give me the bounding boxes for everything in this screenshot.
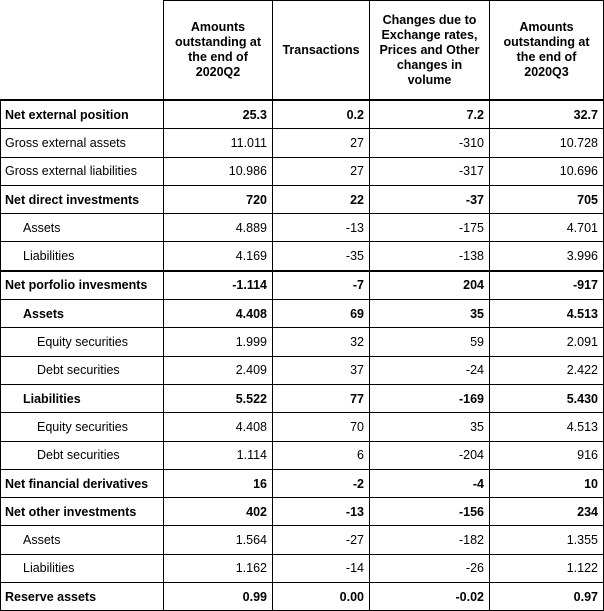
cell-other-changes: 35 (370, 300, 490, 328)
table-row (1, 413, 604, 441)
cell-other-changes: -37 (370, 185, 490, 213)
row-label: Assets (1, 526, 164, 554)
cell-transactions: -2 (273, 469, 370, 497)
cell-transactions: 32 (273, 328, 370, 356)
cell-other-changes: 7.2 (370, 100, 490, 129)
row-label: Liabilities (1, 384, 164, 412)
cell-transactions: 70 (273, 413, 370, 441)
row-label: Equity securities (1, 413, 164, 441)
cell-q3: 32.7 (490, 100, 604, 129)
table-row (1, 384, 604, 412)
cell-other-changes: 204 (370, 271, 490, 300)
cell-other-changes: 35 (370, 413, 490, 441)
cell-other-changes: -26 (370, 554, 490, 582)
row-label: Debt securities (1, 441, 164, 469)
table-row (1, 242, 604, 271)
cell-transactions: 22 (273, 185, 370, 213)
cell-other-changes: -138 (370, 242, 490, 271)
cell-q3: 4.701 (490, 214, 604, 242)
cell-other-changes: -24 (370, 356, 490, 384)
cell-q2: 5.522 (164, 384, 273, 412)
table-row (1, 583, 604, 611)
row-label: Debt securities (1, 356, 164, 384)
cell-q2: 720 (164, 185, 273, 213)
table-row (1, 300, 604, 328)
cell-q3: 234 (490, 498, 604, 526)
row-label: Assets (1, 214, 164, 242)
cell-q3: 1.122 (490, 554, 604, 582)
cell-q2: 11.011 (164, 129, 273, 157)
table-row (1, 526, 604, 554)
row-label: Liabilities (1, 554, 164, 582)
cell-q3: 3.996 (490, 242, 604, 271)
cell-other-changes: -204 (370, 441, 490, 469)
cell-transactions: -7 (273, 271, 370, 300)
cell-other-changes: -317 (370, 157, 490, 185)
table-row (1, 157, 604, 185)
cell-other-changes: 59 (370, 328, 490, 356)
table-row (1, 328, 604, 356)
row-label: Gross external liabilities (1, 157, 164, 185)
cell-q3: 705 (490, 185, 604, 213)
cell-transactions: 77 (273, 384, 370, 412)
row-label: Reserve assets (1, 583, 164, 611)
cell-q3: 10.696 (490, 157, 604, 185)
cell-q3: 1.355 (490, 526, 604, 554)
cell-q2: 16 (164, 469, 273, 497)
table-row (1, 498, 604, 526)
cell-transactions: -27 (273, 526, 370, 554)
header-transactions: Transactions (273, 1, 370, 101)
header-blank (1, 1, 164, 101)
cell-q2: 4.408 (164, 413, 273, 441)
cell-transactions: -14 (273, 554, 370, 582)
table-row (1, 271, 604, 300)
cell-q2: 0.99 (164, 583, 273, 611)
cell-q3: -917 (490, 271, 604, 300)
cell-transactions: 27 (273, 129, 370, 157)
cell-other-changes: -182 (370, 526, 490, 554)
row-label: Net direct investments (1, 185, 164, 213)
cell-q3: 5.430 (490, 384, 604, 412)
row-label: Net financial derivatives (1, 469, 164, 497)
table-row (1, 554, 604, 582)
row-label: Net external position (1, 100, 164, 129)
cell-transactions: 69 (273, 300, 370, 328)
cell-q2: 1.564 (164, 526, 273, 554)
table-row (1, 214, 604, 242)
row-label: Liabilities (1, 242, 164, 271)
table-row (1, 129, 604, 157)
cell-q2: 1.114 (164, 441, 273, 469)
header-outstanding-q2: Amounts outstanding at the end of 2020Q2 (164, 1, 273, 101)
cell-q2: 4.169 (164, 242, 273, 271)
cell-transactions: 27 (273, 157, 370, 185)
cell-q2: -1.114 (164, 271, 273, 300)
cell-q3: 916 (490, 441, 604, 469)
table-row (1, 441, 604, 469)
cell-transactions: -35 (273, 242, 370, 271)
cell-transactions: 0.00 (273, 583, 370, 611)
cell-q2: 4.408 (164, 300, 273, 328)
header-other-changes: Changes due to Exchange rates, Prices and Other changes in volume (370, 1, 490, 101)
cell-q3: 0.97 (490, 583, 604, 611)
cell-q2: 2.409 (164, 356, 273, 384)
cell-other-changes: -4 (370, 469, 490, 497)
row-label: Net other investments (1, 498, 164, 526)
header-outstanding-q3: Amounts outstanding at the end of 2020Q3 (490, 1, 604, 101)
cell-other-changes: -0.02 (370, 583, 490, 611)
cell-transactions: 6 (273, 441, 370, 469)
cell-q2: 4.889 (164, 214, 273, 242)
cell-q3: 2.422 (490, 356, 604, 384)
cell-other-changes: -156 (370, 498, 490, 526)
row-label: Gross external assets (1, 129, 164, 157)
table-row (1, 469, 604, 497)
row-label: Assets (1, 300, 164, 328)
header-row (1, 1, 604, 101)
cell-q2: 402 (164, 498, 273, 526)
cell-q3: 2.091 (490, 328, 604, 356)
cell-other-changes: -169 (370, 384, 490, 412)
cell-q2: 25.3 (164, 100, 273, 129)
cell-q3: 4.513 (490, 300, 604, 328)
cell-transactions: 0.2 (273, 100, 370, 129)
cell-q3: 4.513 (490, 413, 604, 441)
cell-q3: 10 (490, 469, 604, 497)
cell-q3: 10.728 (490, 129, 604, 157)
table-row (1, 100, 604, 129)
table-row (1, 185, 604, 213)
table-row (1, 356, 604, 384)
cell-q2: 1.162 (164, 554, 273, 582)
cell-other-changes: -310 (370, 129, 490, 157)
cell-other-changes: -175 (370, 214, 490, 242)
row-label: Net porfolio invesments (1, 271, 164, 300)
row-label: Equity securities (1, 328, 164, 356)
cell-transactions: -13 (273, 498, 370, 526)
cell-transactions: 37 (273, 356, 370, 384)
cell-transactions: -13 (273, 214, 370, 242)
cell-q2: 1.999 (164, 328, 273, 356)
cell-q2: 10.986 (164, 157, 273, 185)
